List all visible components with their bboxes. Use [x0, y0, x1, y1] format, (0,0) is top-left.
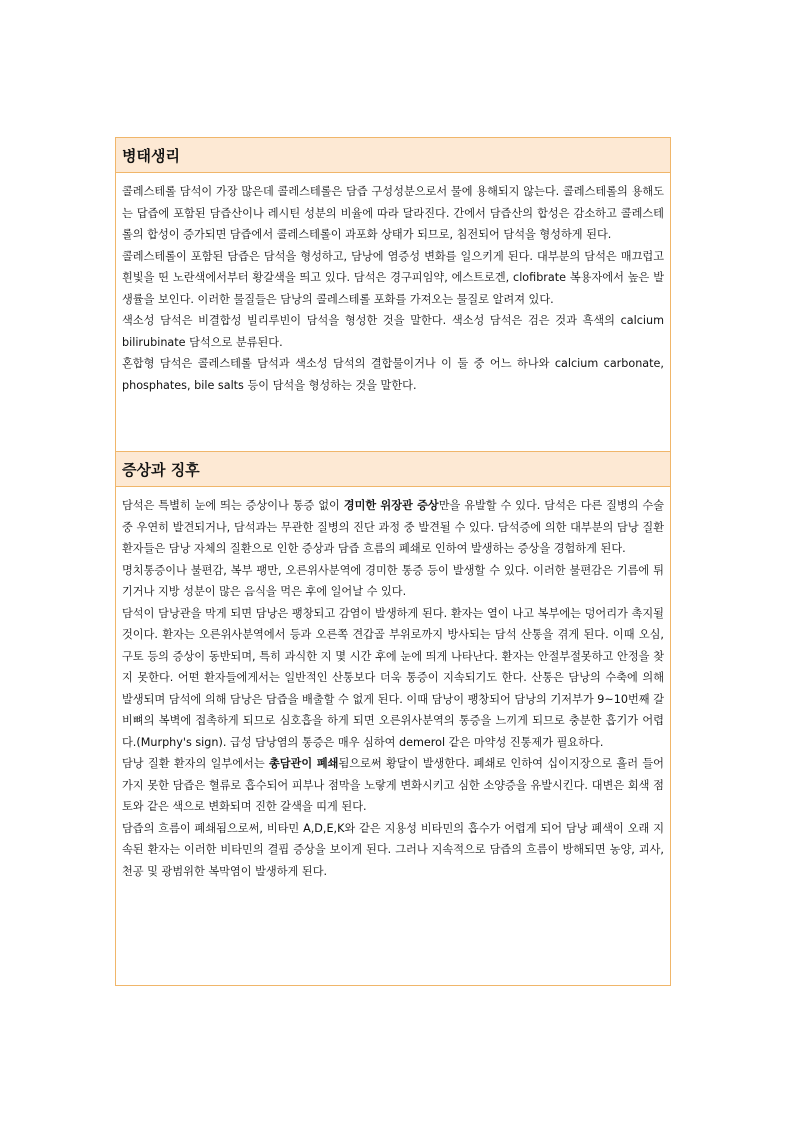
text-run: 명치통증이나 불편감, 복부 팽만, 오른위사분역에 경미한 통증 등이 발생할 수 있다. 이러한 불편감은 기름에 튀기거나 지방 성분이 많은 음식을 먹은 후에 일어날 수 있다. [122, 563, 664, 598]
section-header-symptoms: 증상과 징후 [116, 452, 670, 487]
text-run: 만을 유발할 수 있다. 담석은 다른 질병의 수술 중 우연히 발견되거나, 담석과는 무관한 질병의 진단 과정 중 발견될 수 있다. 담석증에 의한 대부분의 담낭 질환 환자들은 담낭 자체의 질환으로 인한 증상과 담즙 흐름의 폐쇄로 인하여 발생하는 증상을 경험하게 된다. [122, 499, 664, 555]
text-run: 색소성 담석은 비결합성 빌리루빈이 담석을 형성한 것을 말한다. 색소성 담석은 검은 것과 흑색의 calcium bilirubinate 담석으로 분류된다. [122, 314, 664, 349]
paragraph [122, 818, 664, 883]
document-table [115, 137, 671, 986]
section-body-symptoms [116, 487, 670, 985]
text-run: 됨으로써 황달이 발생한다. 폐쇄로 인하여 십이지장으로 흘러 들어가지 못한 담즙은 혈류로 흡수되어 피부나 점막을 노랗게 변화시키고 심한 소양증을 유발시킨다. 대변은 회색 점토와 같은 색으로 변화되며 진한 갈색을 띠게 된다. [122, 757, 664, 813]
text-run: 담낭 질환 환자의 일부에서는 [122, 757, 269, 770]
text-run: 담석이 담낭관을 막게 되면 담낭은 팽창되고 감염이 발생하게 된다. 환자는 열이 나고 복부에는 덩어리가 촉지될 것이다. 환자는 오른위사분역에서 등과 오른쪽 견갑골 부위로까지 방사되는 담석 산통을 겪게 된다. 이때 오심, 구토 등의 증상이 동반되며, 특히 과식한 지 몇 시간 후에 눈에 띄게 나타난다. 환자는 안절부절못하고 안정을 찾지 못한다. 어떤 환자들에게서는 일반적인 산통보다 더욱 통증이 지속되기도 한다. 산통은 담낭의 수축에 의해 발생되며 담석에 의해 담낭은 담즙을 배출할 수 없게 된다. 이때 담낭이 팽창되어 담낭의 기저부가 9~10번째 갈비뼈의 복벽에 접촉하게 되므로 심호흡을 하게 되면 오른위사분역의 통증을 느끼게 되므로 충분한 흡기가 어렵다.(Murphy's sign). 급성 담낭염의 통증은 매우 심하여 demerol 같은 마약성 진통제가 필요하다. [122, 606, 664, 749]
bold-text: 경미한 위장관 증상 [343, 499, 439, 512]
text-run: 콜레스테롤이 포함된 담즙은 담석을 형성하고, 담낭에 염증성 변화를 일으키게 된다. 대부분의 담석은 매끄럽고 흰빛을 띤 노란색에서부터 황갈색을 띄고 있다. 담석은 경구피임약, 에스트로겐, clofibrate 복용자에서 높은 발생률을 보인다. 이러한 물질들은 담낭의 콜레스테롤 포화를 가져오는 물질로 알려져 있다. [122, 249, 664, 306]
section-header-pathophysiology: 병태생리 [116, 138, 670, 173]
paragraph [122, 246, 664, 311]
paragraph [122, 753, 664, 818]
paragraph [122, 181, 664, 246]
paragraph [122, 495, 664, 560]
text-run: 콜레스테롤 담석이 가장 많은데 콜레스테롤은 담즙 구성성분으로서 물에 용해되지 않는다. 콜레스테롤의 용해도는 답즙에 포함된 담즙산이나 레시틴 성분의 비율에 따라 달라진다. 간에서 담즙산의 합성은 감소하고 콜레스테롤의 합성이 증가되면 담즙에서 콜레스테롤이 과포화 상태가 되므로, 침전되어 담석을 형성하게 된다. [122, 185, 664, 241]
text-run: 담즙의 흐름이 폐쇄됨으로써, 비타민 A,D,E,K와 같은 지용성 비타민의 흡수가 어렵게 되어 담낭 폐색이 오래 지속된 환자는 이러한 비타민의 결핍 증상을 보이게 된다. 그러나 지속적으로 담즙의 흐름이 방해되면 농양, 괴사, 천공 및 광범위한 복막염이 발생하게 된다. [122, 821, 664, 878]
section-body-pathophysiology [116, 173, 670, 452]
paragraph [122, 353, 664, 396]
paragraph [122, 560, 664, 603]
paragraph [122, 310, 664, 353]
paragraph [122, 603, 664, 754]
text-run: 담석은 특별히 눈에 띄는 증상이나 통증 없이 [122, 499, 344, 512]
bold-text: 총담관이 폐쇄 [268, 757, 339, 770]
text-run: 혼합형 담석은 콜레스테롤 담석과 색소성 담석의 결합물이거나 이 둘 중 어느 하나와 calcium carbonate, phosphates, bile salts 등이 담석을 형성하는 것을 말한다. [122, 357, 664, 392]
